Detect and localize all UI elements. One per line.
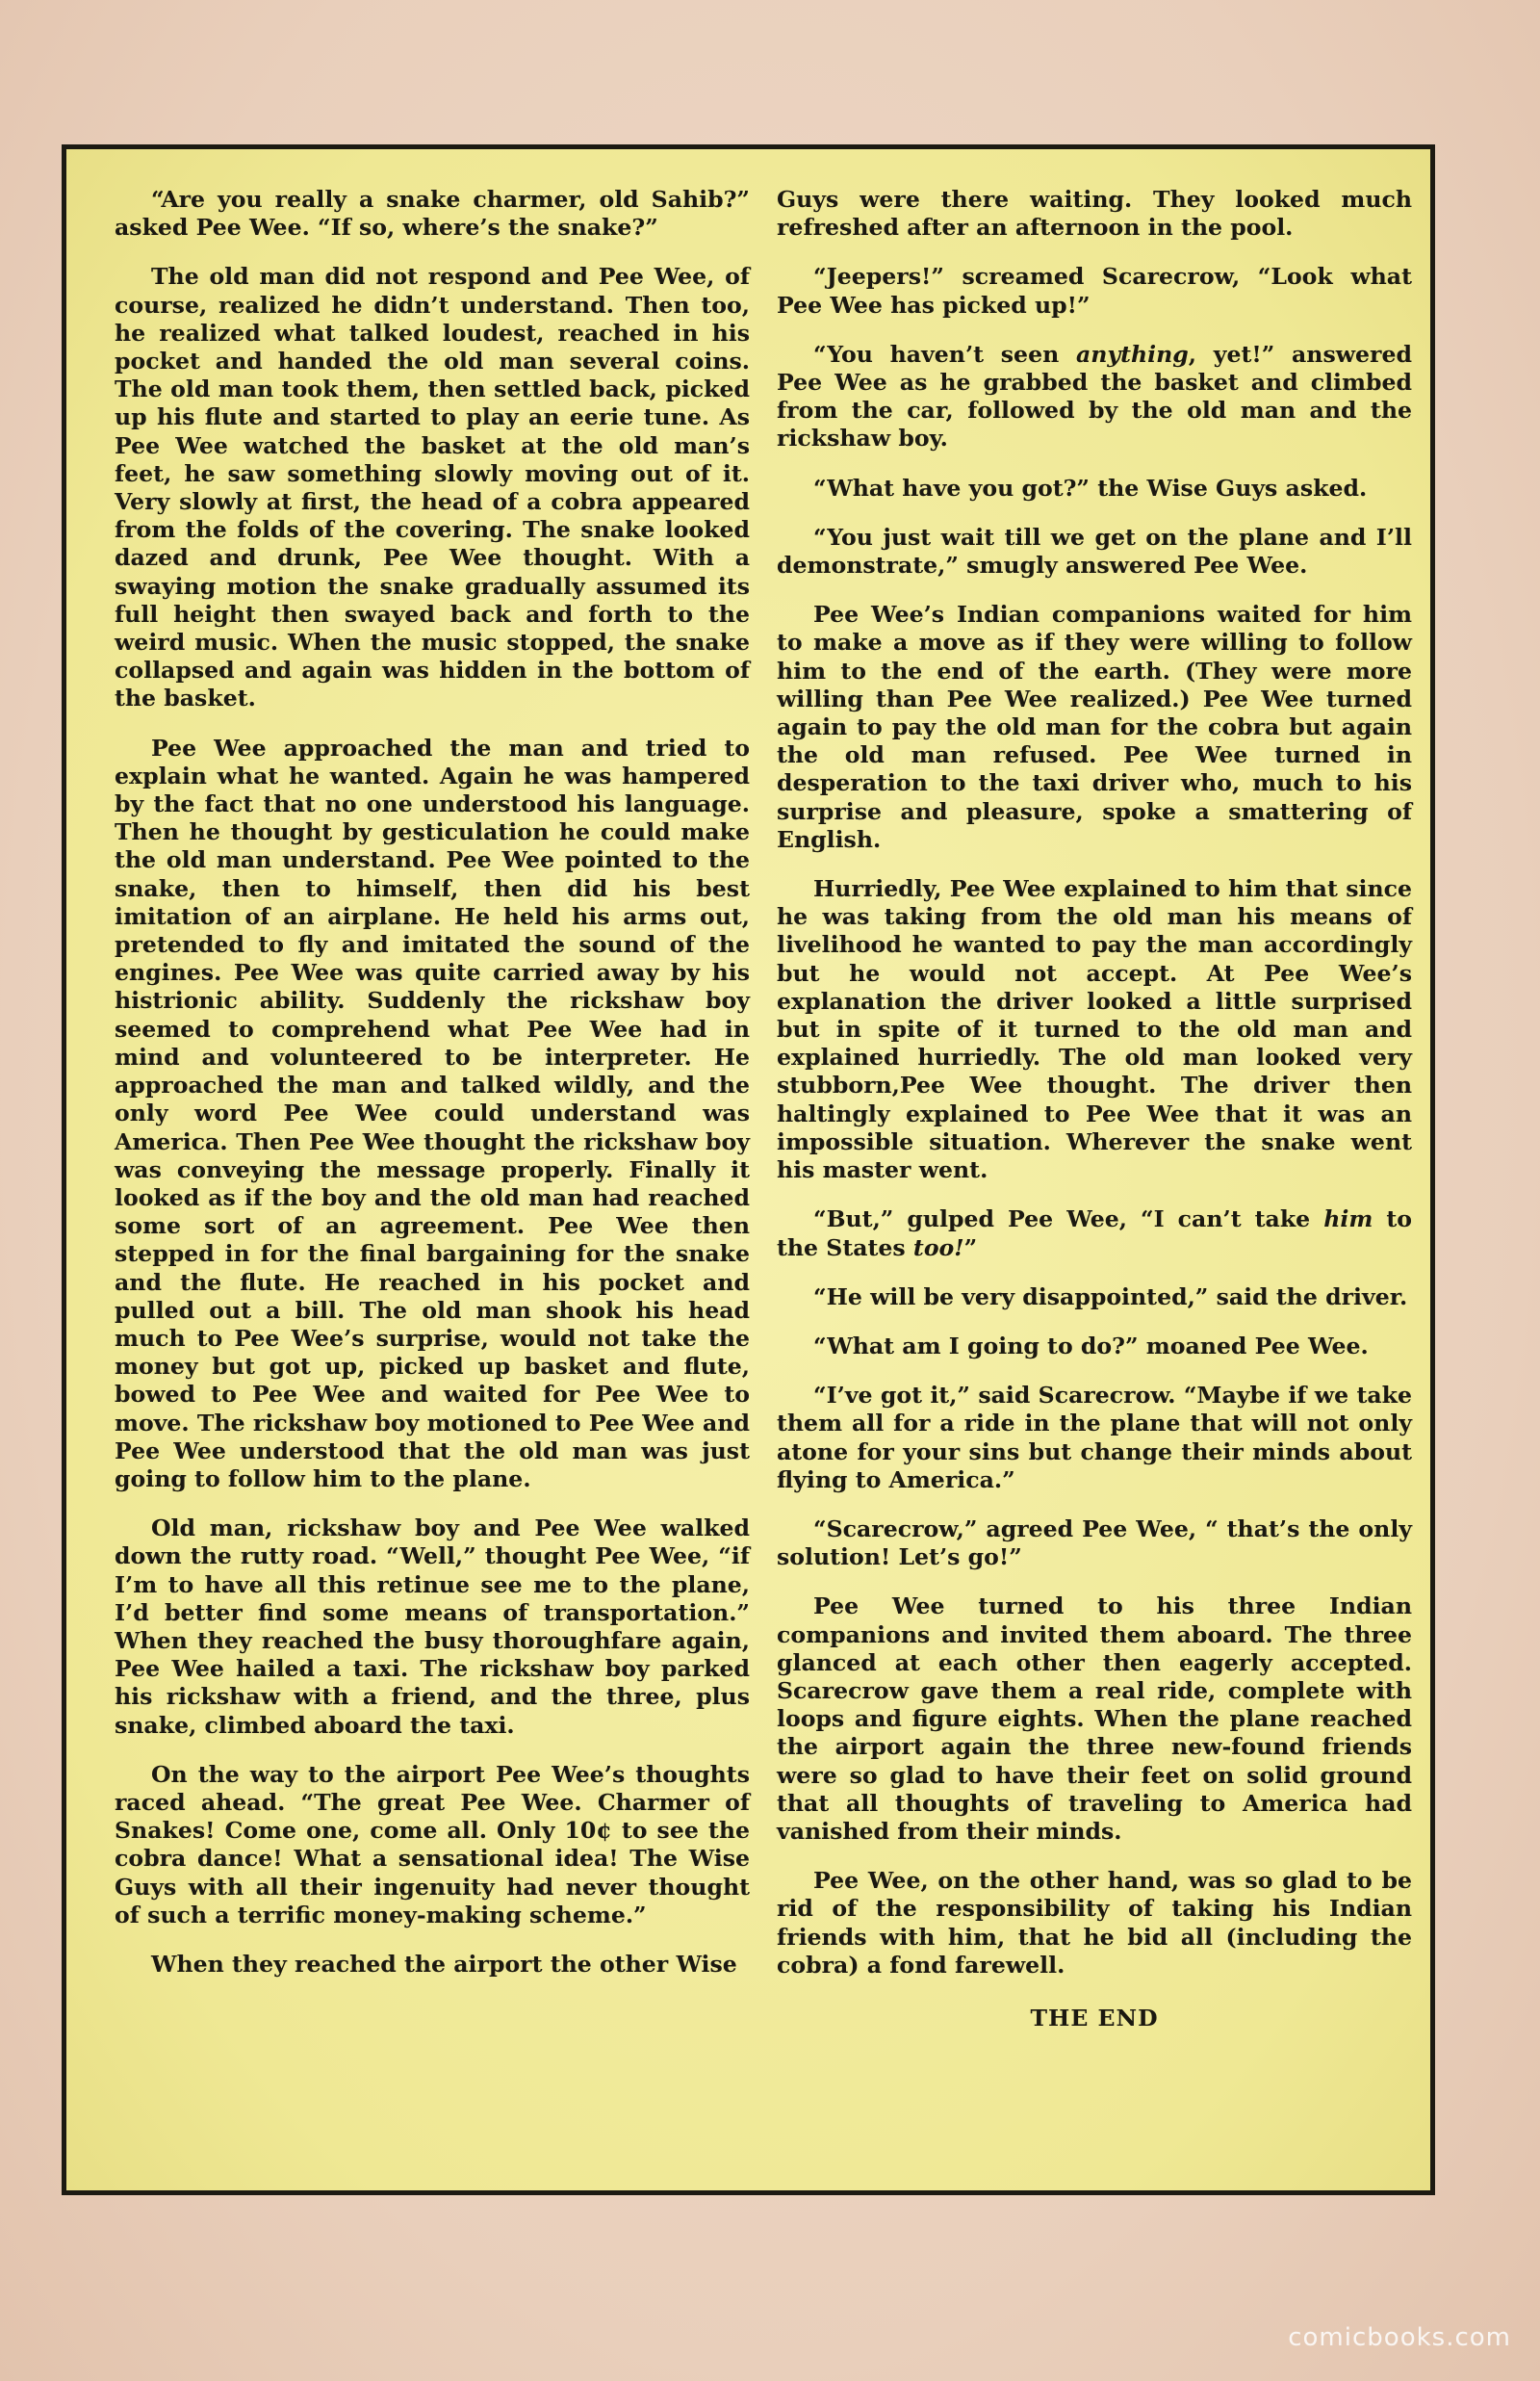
paragraph: “He will be very disappointed,” said the driver. (813, 1282, 1408, 1310)
text-run: “But,” gulped Pee Wee, “I can’t take (813, 1205, 1324, 1233)
paragraph: “Jeepers!” screamed Scarecrow, “Look what Pee Wee has picked up!” (777, 263, 1412, 319)
text-run: , yet!” answered Pee Wee as he grabbed the basket and climbed from the car, followed by the old man and the rickshaw boy. (777, 340, 1412, 453)
paragraph: “You just wait till we get on the plane and I’ll demonstrate,” smugly answered Pee Wee. (777, 523, 1412, 580)
site-watermark: comicbooks.com (1288, 2323, 1511, 2352)
paragraph: “What have you got?” the Wise Guys asked. (813, 474, 1368, 502)
story-text-panel (62, 144, 1435, 2195)
paragraph: “Scarecrow,” agreed Pee Wee, “ that’s the only solution! Let’s go!” (777, 1514, 1412, 1571)
italic-emphasis: anything (1075, 340, 1189, 368)
paragraph: Old man, rickshaw boy and Pee Wee walked down the rutty road. “Well,” thought Pee Wee, “if I’m to have all this retinue see me to the plane, I’d better find some means of transportation.” When they reached the busy thoroughfare again, Pee Wee hailed a taxi. The rickshaw boy parked his rickshaw with a friend, and the three, plus snake, climbed aboard the taxi. (115, 1514, 750, 1739)
paragraph: Hurriedly, Pee Wee explained to him that since he was taking from the old man his means of livelihood he wanted to pay the man accordingly but he would not accept. At Pee Wee’s explanation the driver looked a little surprised but in spite of it turned to the old man and explained hurriedly. The old man looked very stubborn,Pee Wee thought. The driver then haltingly explained to Pee Wee that it was an impossible situation. Wherever the snake went his master went. (777, 875, 1412, 1184)
text-run: “You haven’t seen (813, 340, 1076, 368)
paragraph: “What am I going to do?” moaned Pee Wee. (813, 1332, 1369, 1359)
text-run: to the States (777, 1205, 1412, 1261)
paragraph: Pee Wee approached the man and tried to explain what he wanted. Again he was hampered by the fact that no one understood his language. Then he thought by gesticulation he could make the old man understand. Pee Wee pointed to the snake, then to himself, then did his best imitation of an airplane. He held his arms out, pretended to fly and imitated the sound of the engines. Pee Wee was quite carried away by his histrionic ability. Suddenly the rickshaw boy seemed to comprehend what Pee Wee had in mind and volunteered to be interpreter. He approached the man and talked wildly, and the only word Pee Wee could understand was America. Then Pee Wee thought the rickshaw boy was conveying the message properly. Finally it looked as if the boy and the old man had reached some sort of an agreement. Pee Wee then stepped in for the final bargaining for the snake and the flute. He reached in his pocket and pulled out a bill. The old man shook his head much to Pee Wee’s surprise, would not take the money but got up, picked up basket and flute, bowed to Pee Wee and waited for Pee Wee to move. The rickshaw boy motioned to Pee Wee and Pee Wee understood that the old man was just going to follow him to the plane. (115, 734, 750, 1492)
paragraph: When they reached the airport the other Wise (151, 1950, 737, 1978)
the-end-label: THE END (1030, 2004, 1159, 2032)
text-run: ” (963, 1233, 978, 1261)
right-text-column (777, 186, 1412, 2054)
paragraph: Pee Wee turned to his three Indian companions and invited them aboard. The three glanced at each other then eagerly accepted. Scarecrow gave them a real ride, complete with loops and figure eights. When the plane reached the airport again the three new-found friends were so glad to have their feet on solid ground that all thoughts of traveling to America had vanished from their minds. (777, 1592, 1412, 1845)
paragraph: On the way to the airport Pee Wee’s thoughts raced ahead. “The great Pee Wee. Charmer of Snakes! Come one, come all. Only 10¢ to see the cobra dance! What a sensational idea! The Wise Guys with all their ingenuity had never thought of such a terrific money-making scheme.” (115, 1760, 750, 1928)
italic-emphasis: too! (912, 1233, 964, 1261)
paragraph (777, 1205, 1412, 1261)
paragraph: Pee Wee’s Indian companions waited for him to make a move as if they were willing to follow him to the end of the earth. (They were more willing than Pee Wee realized.) Pee Wee turned again to pay the old man for the cobra but again the old man refused. Pee Wee turned in desperation to the taxi driver who, much to his surprise and pleasure, spoke a smattering of English. (777, 601, 1412, 853)
italic-emphasis: him (1323, 1205, 1373, 1233)
paragraph: “I’ve got it,” said Scarecrow. “Maybe if we take them all for a ride in the plane that will not only atone for your sins but change their minds about flying to America.” (777, 1382, 1412, 1493)
paragraph: Guys were there waiting. They looked much refreshed after an afternoon in the pool. (777, 186, 1412, 242)
paragraph: Pee Wee, on the other hand, was so glad to be rid of the responsibility of taking his Indian friends with him, that he bid all (including the cobra) a fond farewell. (777, 1867, 1412, 1979)
paragraph: “Are you really a snake charmer, old Sahib?” asked Pee Wee. “If so, where’s the snake?” (115, 186, 750, 242)
paragraph (777, 341, 1412, 453)
paragraph: The old man did not respond and Pee Wee, of course, realized he didn’t understand. Then too, he realized what talked loudest, reached in his pocket and handed the old man several coins. The old man took them, then settled back, picked up his flute and started to play an eerie tune. As Pee Wee watched the basket at the old man’s feet, he saw something slowly moving out of it. Very slowly at first, the head of a cobra appeared from the folds of the covering. The snake looked dazed and drunk, Pee Wee thought. With a swaying motion the snake gradually assumed its full height then swayed back and forth to the weird music. When the music stopped, the snake collapsed and again was hidden in the bottom of the basket. (115, 263, 750, 712)
left-text-column (115, 186, 750, 2000)
